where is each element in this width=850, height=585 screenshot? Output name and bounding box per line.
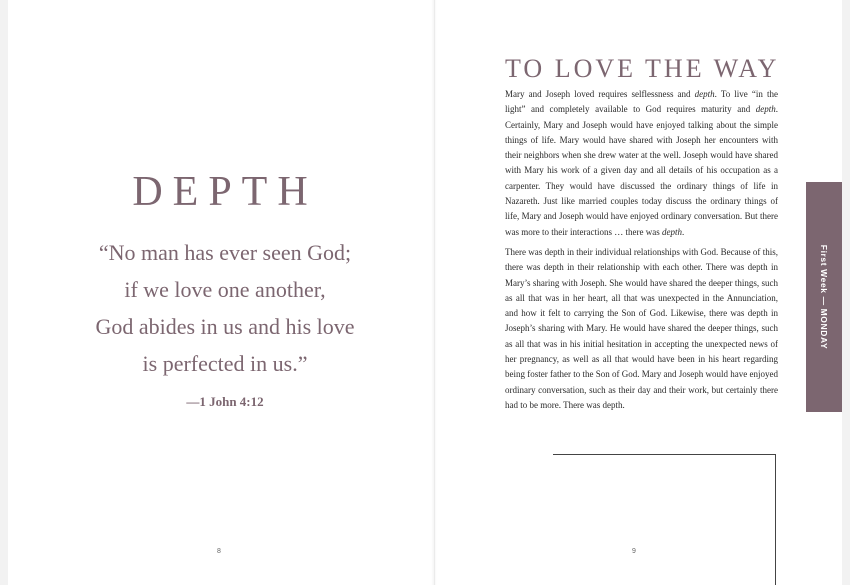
decorative-rule-horizontal (553, 454, 775, 455)
paragraph-1: Mary and Joseph loved requires selflessness and depth. To live “in the light” and completely available to God requires maturity and depth. Certainly, Mary and Joseph would have enjoyed talking about the simple things of life. Mary would have shared with Joseph her encounters with their neighbors when she drew water at the well. Joseph would have shared with Mary his work of a given day and all details of his occupation as a carpenter. They would have discussed the ordinary things of life in Nazareth. Just like married couples today discuss the ordinary things of life, Mary and Joseph would have enjoyed ordinary conversation. But there was more to their interactions … there was depth. (505, 89, 778, 237)
quote-attribution: —1 John 4:12 (186, 394, 264, 409)
body-text (505, 87, 778, 418)
section-tab-label: First Week — MONDAY (819, 244, 829, 350)
quote-line: “No man has ever seen God; (98, 240, 352, 265)
quote-line: if we love one another, (124, 277, 326, 302)
right-page-number: 9 (632, 548, 636, 555)
left-page-number: 8 (217, 548, 221, 555)
paragraph-2: There was depth in their individual relationships with God. Because of this, there was depth in their relationship with each other. There was depth in Mary’s sharing with Joseph. She would have shared the deeper things, such as all that was in her heart, all that was unexpected in the Annunciation, and how it felt to carrying the Son of God. Likewise, there was depth in Joseph’s sharing with Mary. He would have shared the deeper things, such as all that was in his initial hesitation in accepting the unexpected news of her pregnancy, as well as all that would have been in his heart regarding being foster father to the Son of God. Mary and Joseph would have enjoyed ordinary conversation, such as their day and their work, but certainly there had to be more. There was depth. (505, 246, 778, 410)
section-tab[interactable] (806, 182, 842, 412)
decorative-rule-vertical (775, 454, 776, 585)
quote-line: is perfected in us.” (142, 351, 308, 376)
right-page-title: TO LOVE THE WAY (505, 54, 780, 83)
quote-line: God abides in us and his love (95, 314, 355, 339)
scripture-quote (8, 234, 442, 382)
left-page-title: DEPTH (132, 169, 318, 215)
book-spread (8, 0, 842, 585)
